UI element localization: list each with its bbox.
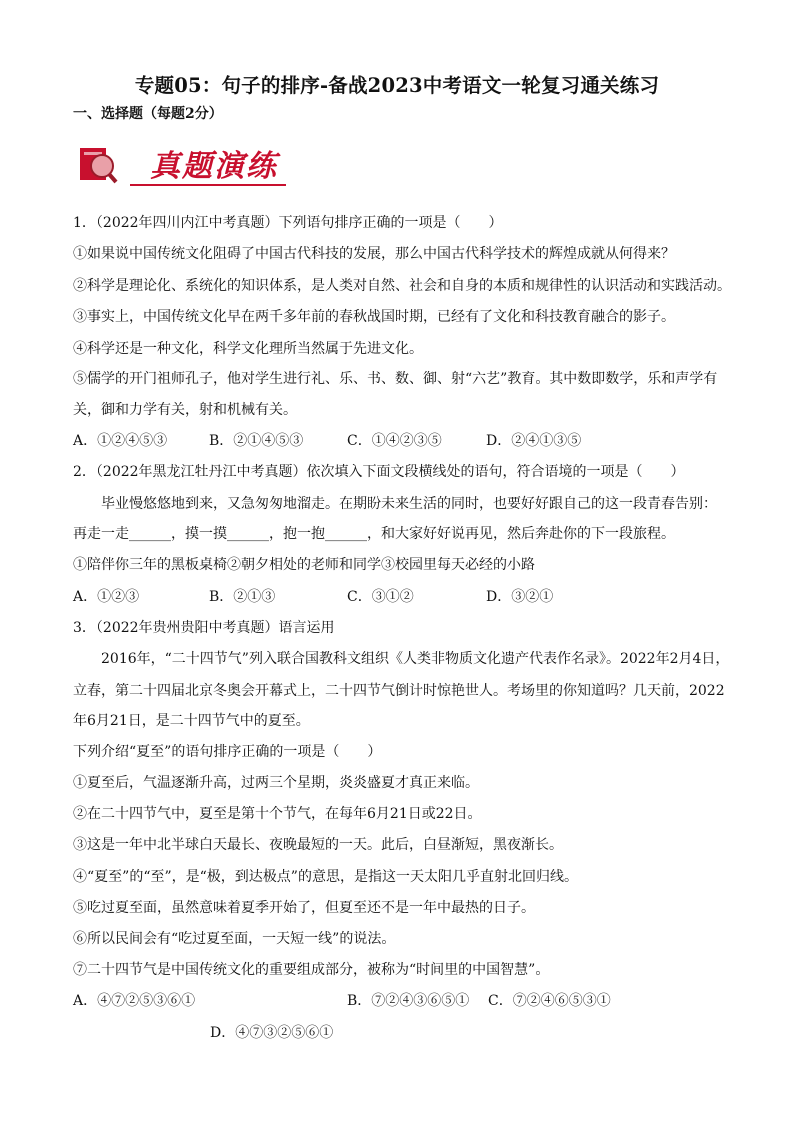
banner	[72, 138, 286, 190]
q1-sentence-5: ⑤儒学的开门祖师孔子，他对学生进行礼、乐、书、数、御、射“六艺”教育。其中数即数学，乐和声学有	[73, 371, 718, 387]
q1-sentence-4: ④科学还是一种文化，科学文化理所当然属于先进文化。	[73, 341, 423, 357]
section-heading: 一、选择题（每题2分）	[73, 106, 223, 122]
banner-underline	[130, 184, 286, 186]
page-title: 专题05：句子的排序-备战2023中考语文一轮复习通关练习	[134, 74, 660, 97]
q2-passage-2: 再走一走______，摸一摸______，抱一抱______，和大家好好说再见，然后奔赴你的下一段旅程。	[73, 526, 675, 542]
q1-option-a[interactable]: A．①②④⑤③	[73, 433, 168, 449]
q2-stem: 2．（2022年黑龙江牡丹江中考真题）依次填入下面文段横线处的语句，符合语境的一项是（ ）	[73, 464, 685, 480]
q2-passage-1: 毕业慢悠悠地到来，又急匆匆地溜走。在期盼未来生活的同时，也要好好跟自己的这一段青春告别：	[101, 496, 717, 512]
q3-sentence-3: ③这是一年中北半球白天最长、夜晚最短的一天。此后，白昼渐短，黑夜渐长。	[73, 837, 563, 853]
q3-question: 下列介绍“夏至”的语句排序正确的一项是（ ）	[73, 744, 382, 760]
q2-option-c[interactable]: C．③①②	[347, 589, 414, 605]
q1-option-d[interactable]: D．②④①③⑤	[486, 433, 582, 449]
q3-passage-3: 年6月21日，是二十四节气中的夏至。	[73, 713, 310, 729]
q3-sentence-4: ④“夏至”的“至”，是“极，到达极点”的意思，是指这一天太阳几乎直射北回归线。	[73, 869, 578, 885]
q1-sentence-2: ②科学是理论化、系统化的知识体系，是人类对自然、社会和自身的本质和规律性的认识活动和实践活动。	[73, 278, 731, 294]
q3-sentence-5: ⑤吃过夏至面，虽然意味着夏季开始了，但夏至还不是一年中最热的日子。	[73, 900, 535, 916]
q2-option-a[interactable]: A．①②③	[73, 589, 140, 605]
q3-option-d[interactable]: D．④⑦③②⑤⑥①	[210, 1025, 334, 1041]
q2-items: ①陪伴你三年的黑板桌椅②朝夕相处的老师和同学③校园里每天必经的小路	[73, 557, 535, 573]
q1-sentence-1: ①如果说中国传统文化阻碍了中国古代科技的发展，那么中国古代科学技术的辉煌成就从何得来？	[73, 246, 675, 262]
q2-option-b[interactable]: B．②①③	[209, 589, 276, 605]
q3-option-b[interactable]: B．⑦②④③⑥⑤①	[347, 993, 470, 1009]
q1-sentence-5-cont: 关，御和力学有关，射和机械有关。	[73, 402, 297, 418]
q3-sentence-7: ⑦二十四节气是中国传统文化的重要组成部分，被称为“时间里的中国智慧”。	[73, 962, 550, 978]
magnifier-book-icon	[78, 144, 118, 184]
banner-title: 真题演练	[150, 149, 278, 184]
q3-stem: 3．（2022年贵州贵阳中考真题）语言运用	[73, 620, 335, 636]
q3-passage-1: 2016年，“二十四节气”列入联合国教科文组织《人类非物质文化遗产代表作名录》。2022年2月4日，	[101, 651, 730, 667]
q2-option-d[interactable]: D．③②①	[486, 589, 554, 605]
q3-sentence-6: ⑥所以民间会有“吃过夏至面，一天短一线”的说法。	[73, 931, 396, 947]
q1-option-b[interactable]: B．②①④⑤③	[209, 433, 304, 449]
q3-sentence-1: ①夏至后，气温逐渐升高，过两三个星期，炎炎盛夏才真正来临。	[73, 775, 479, 791]
q1-sentence-3: ③事实上，中国传统文化早在两千多年前的春秋战国时期，已经有了文化和科技教育融合的影子。	[73, 309, 675, 325]
q3-option-c[interactable]: C．⑦②④⑥⑤③①	[488, 993, 611, 1009]
q1-stem: 1．（2022年四川内江中考真题）下列语句排序正确的一项是（ ）	[73, 215, 503, 231]
q1-option-c[interactable]: C．①④②③⑤	[347, 433, 442, 449]
q3-sentence-2: ②在二十四节气中，夏至是第十个节气，在每年6月21日或22日。	[73, 806, 482, 822]
q3-passage-2: 立春，第二十四届北京冬奥会开幕式上，二十四节气倒计时惊艳世人。考场里的你知道吗？几天前，2022	[73, 683, 725, 699]
q3-option-a[interactable]: A．④⑦②⑤③⑥①	[73, 993, 196, 1009]
